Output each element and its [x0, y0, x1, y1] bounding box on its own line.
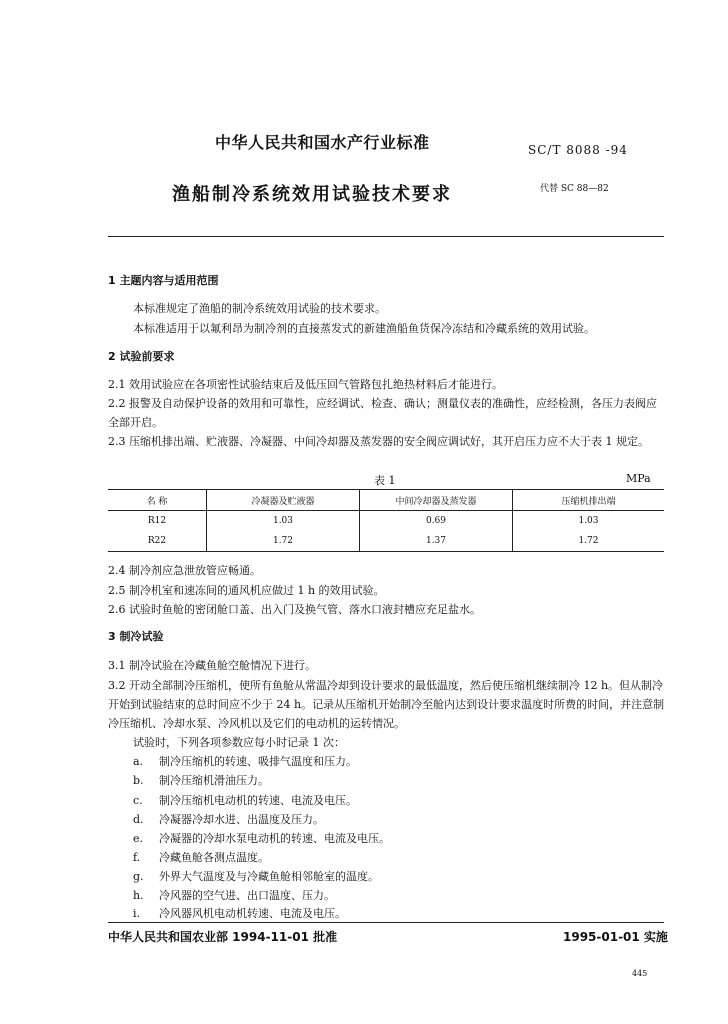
- list-item: [133, 868, 379, 884]
- table-cell: 1.03: [513, 511, 665, 532]
- section-1-para-1: 本标准规定了渔船的制冷系统效用试验的技术要求。: [133, 302, 386, 315]
- section-1-para-2: 本标准适用于以氟利昂为制冷剂的直接蒸发式的新建渔船鱼货保冷冻结和冷藏系统的效用试验。: [133, 322, 595, 335]
- list-item: [133, 792, 357, 808]
- table-header-name: 名 称: [108, 490, 207, 511]
- clause-2-3: 2.3 压缩机排出端、贮液器、冷凝器、中间冷却器及蒸发器的安全阀应调试好，其开启压力应不大于表 1 规定。: [108, 435, 649, 448]
- list-marker: d.: [133, 813, 144, 826]
- list-text: 外界大气温度及与冷藏鱼舱相邻舱室的温度。: [159, 870, 379, 883]
- clause-2-6: 2.6 试验时鱼舱的密闭舱口盖、出入门及换气管、落水口液封槽应充足盐水。: [108, 603, 481, 616]
- list-item: [133, 887, 335, 903]
- list-item: [133, 905, 346, 921]
- table-header-row: [108, 490, 664, 511]
- list-marker: c.: [133, 794, 143, 807]
- clause-2-5: 2.5 制冷机室和速冻间的通风机应做过 1 h 的效用试验。: [108, 584, 385, 597]
- section-3-title: 3 制冷试验: [108, 630, 164, 643]
- list-item: [133, 830, 390, 846]
- table-row: [108, 531, 664, 552]
- list-text: 制冷压缩机的转速、吸排气温度和压力。: [159, 755, 357, 768]
- list-marker: h.: [133, 889, 144, 902]
- table-row: [108, 511, 664, 532]
- effective-date: 1995-01-01 实施: [563, 930, 668, 944]
- list-marker: g.: [133, 870, 144, 883]
- footer-rule: [108, 922, 664, 923]
- list-marker: a.: [133, 755, 144, 768]
- list-text: 冷凝器的冷却水泵电动机的转速、电流及电压。: [159, 832, 390, 845]
- list-text: 冷风器的空气进、出口温度、压力。: [159, 889, 335, 902]
- replaces-note: 代替 SC 88—82: [540, 184, 609, 194]
- table-cell: 1.72: [513, 531, 665, 552]
- clause-3-2: 3.2 开动全部制冷压缩机，使所有鱼舱从常温冷却到设计要求的最低温度，然后使压缩机继续制冷 12 h。但从制冷开始到试验结束的总时间应不少于 24 h。记录从压缩机开始制冷至舱内达到设计要求温度时所费的时间，并注意制冷压缩机、冷却水泵、冷风机以及它们的电动机的运转情况。: [108, 679, 665, 730]
- list-marker: e.: [133, 832, 144, 845]
- clause-3-1: 3.1 制冷试验在冷藏鱼舱空舱情况下进行。: [108, 659, 316, 672]
- list-item: [133, 811, 324, 827]
- clause-2-4: 2.4 制冷剂应急泄放管应畅通。: [108, 564, 261, 577]
- document-title: 渔船制冷系统效用试验技术要求: [172, 184, 452, 205]
- section-1-title: 1 主题内容与适用范围: [108, 274, 219, 287]
- table-cell: R12: [147, 516, 167, 526]
- table-cell: R22: [108, 531, 207, 552]
- list-text: 制冷压缩机滑油压力。: [159, 774, 269, 787]
- table-header-intercooler: 中间冷却器及蒸发器: [360, 490, 513, 511]
- standard-code: SC/T 8088 -94: [528, 143, 628, 157]
- table-cell: 1.37: [360, 531, 513, 552]
- clause-2-1: 2.1 效用试验应在各项密性试验结束后及低压回气管路包扎绝热材料后才能进行。: [108, 378, 503, 391]
- table-header-condenser: 冷凝器及贮液器: [207, 490, 360, 511]
- section-2-title: 2 试验前要求: [108, 350, 175, 363]
- list-item: [133, 772, 269, 788]
- issuing-organization: 中华人民共和国水产行业标准: [215, 133, 430, 152]
- list-text: 制冷压缩机电动机的转速、电流及电压。: [159, 794, 357, 807]
- table-cell: 0.69: [360, 511, 513, 532]
- list-text: 冷风器风机电动机转速、电流及电压。: [159, 907, 346, 920]
- table-cell: 1.03: [207, 511, 360, 532]
- clause-2-2: 2.2 报警及自动保护设备的效用和可靠性，应经调试、检查、确认；测量仪表的准确性，应经检测，各压力表阀应全部开启。: [108, 397, 657, 429]
- table-header-discharge: 压缩机排出端: [513, 490, 665, 511]
- list-marker: b.: [133, 774, 144, 787]
- table-cell: 1.72: [207, 531, 360, 552]
- list-item: [133, 849, 269, 865]
- list-marker: f.: [133, 851, 141, 864]
- list-text: 冷凝器冷却水进、出温度及压力。: [159, 813, 324, 826]
- list-item: [133, 753, 357, 769]
- table-caption: 表 1: [374, 474, 396, 487]
- page-number: 445: [632, 969, 648, 978]
- header-rule: [108, 236, 664, 237]
- list-text: 冷藏鱼舱各测点温度。: [159, 851, 269, 864]
- safety-valve-pressure-table: [108, 489, 664, 552]
- list-marker: i.: [133, 907, 141, 920]
- table-unit: MPa: [626, 472, 651, 485]
- approval-note: 中华人民共和国农业部 1994-11-01 批准: [108, 930, 338, 944]
- clause-3-2-intro: 试验时，下列各项参数应每小时记录 1 次：: [133, 736, 345, 749]
